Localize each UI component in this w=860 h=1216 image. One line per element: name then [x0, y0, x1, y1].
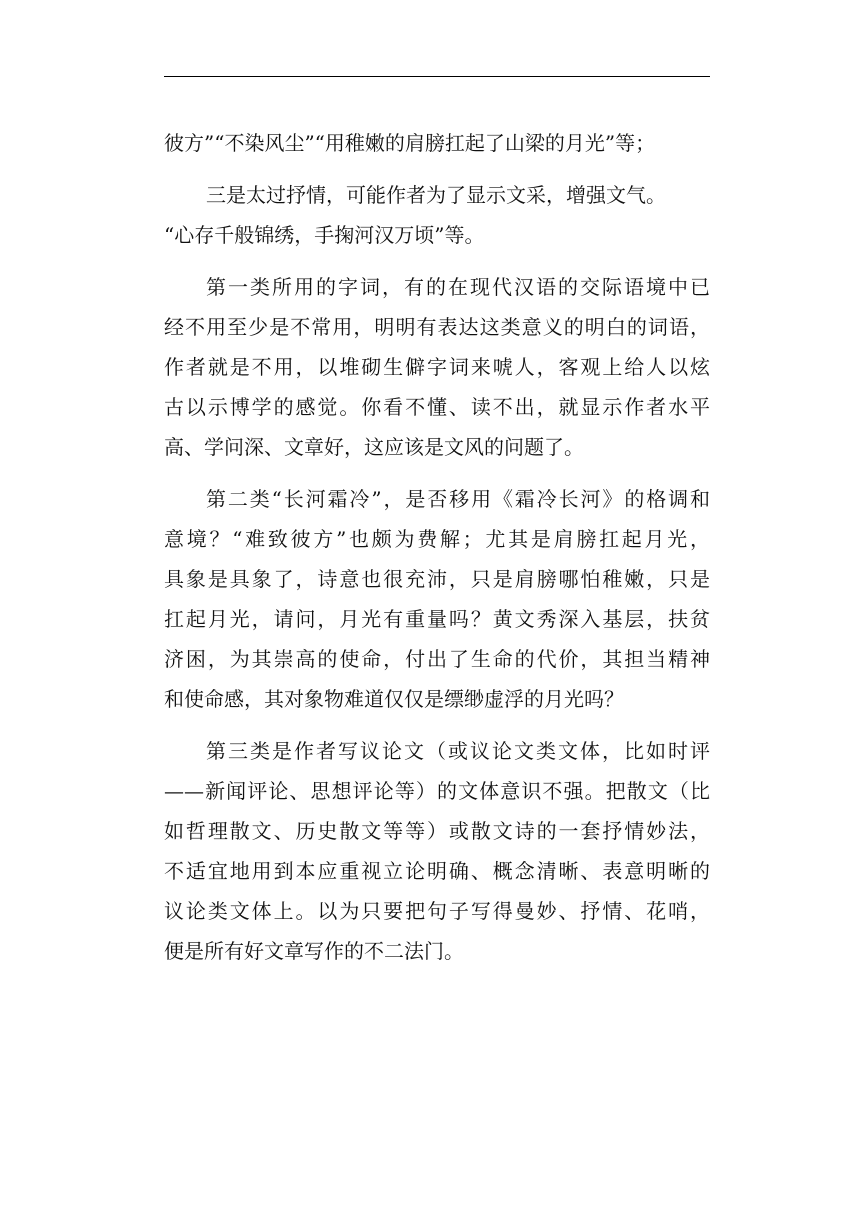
text-line: “心存千般锦绣，手掬河汉万顷”等。: [164, 223, 485, 247]
text-line: 作者就是不用，以堆砌生僻字词来唬人，客观上给人以炫: [164, 355, 710, 379]
paragraph-5: [164, 731, 710, 971]
text-line: 扛起月光，请问，月光有重量吗？黄文秀深入基层，扶贫: [164, 607, 710, 631]
document-body: [164, 123, 710, 983]
text-line: 具象是具象了，诗意也很充沛，只是肩膀哪怕稚嫩，只是: [164, 567, 710, 591]
text-line: 经不用至少是不常用，明明有表达这类意义的明白的词语，: [164, 315, 710, 339]
text-line: 彼方”“不染风尘”“用稚嫩的肩膀扛起了山梁的月光”等；: [164, 131, 656, 155]
text-line: 议论类文体上。以为只要把句子写得曼妙、抒情、花哨，: [164, 899, 710, 923]
text-line: 第二类“长河霜冷”，是否移用《霜冷长河》的格调和: [206, 487, 710, 511]
paragraph-1: [164, 123, 710, 163]
paragraph-3: [164, 267, 710, 467]
text-line: 不适宜地用到本应重视立论明确、概念清晰、表意明晰的: [164, 859, 710, 883]
text-line: 意境？“难致彼方”也颇为费解；尤其是肩膀扛起月光，: [164, 527, 710, 551]
text-line: 便是所有好文章写作的不二法门。: [164, 939, 464, 963]
header-rule: [164, 76, 710, 77]
text-line: 济困，为其崇高的使命，付出了生命的代价，其担当精神: [164, 647, 710, 671]
paragraph-4: [164, 479, 710, 719]
text-line: 三是太过抒情，可能作者为了显示文采，增强文气。: [206, 183, 666, 207]
text-line: ——新闻评论、思想评论等）的文体意识不强。把散文（比: [164, 779, 710, 803]
text-line: 和使命感，其对象物难道仅仅是缥缈虚浮的月光吗？: [164, 687, 624, 711]
text-line: 古以示博学的感觉。你看不懂、读不出，就显示作者水平: [164, 395, 710, 419]
text-line: 如哲理散文、历史散文等等）或散文诗的一套抒情妙法，: [164, 819, 710, 843]
text-line: 第三类是作者写议论文（或议论文类文体，比如时评: [206, 739, 710, 763]
text-line: 第一类所用的字词，有的在现代汉语的交际语境中已: [206, 275, 710, 299]
text-line: 高、学问深、文章好，这应该是文风的问题了。: [164, 435, 584, 459]
paragraph-2: [164, 175, 710, 255]
